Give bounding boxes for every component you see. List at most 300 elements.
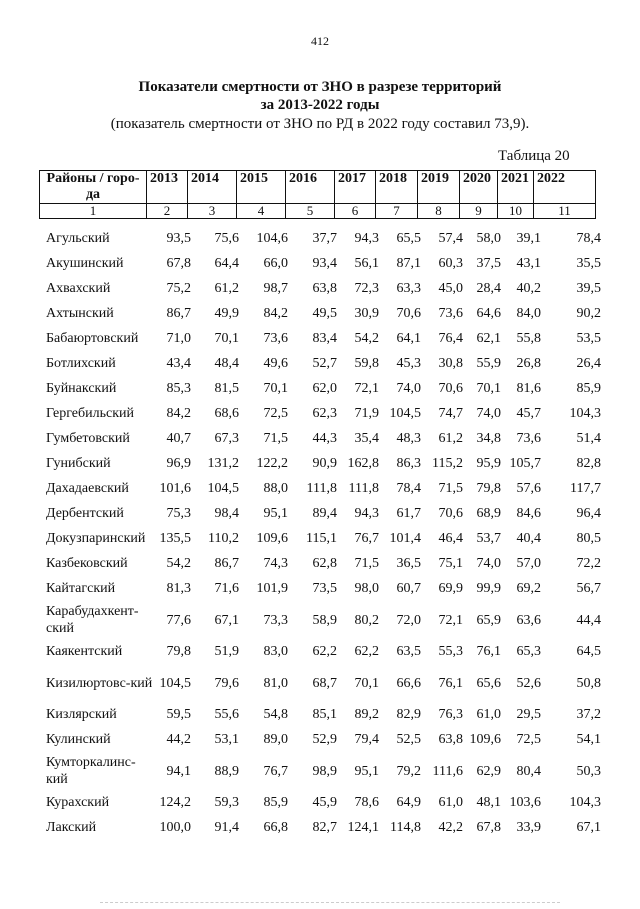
mortality-value: 64,5 <box>576 644 601 659</box>
mortality-value: 104,6 <box>256 231 288 246</box>
header-years-row <box>40 171 596 204</box>
mortality-value: 67,1 <box>576 820 601 835</box>
mortality-value: 48,4 <box>214 356 239 371</box>
mortality-value: 72,2 <box>576 556 601 571</box>
mortality-value: 42,2 <box>438 820 463 835</box>
header-year: 2014 <box>188 171 237 204</box>
mortality-value: 65,5 <box>396 231 421 246</box>
mortality-value: 55,3 <box>438 644 463 659</box>
mortality-value: 67,3 <box>214 431 239 446</box>
mortality-value: 104,3 <box>569 795 601 810</box>
mortality-value: 75,1 <box>438 556 463 571</box>
column-number: 9 <box>460 204 498 219</box>
mortality-value: 73,6 <box>263 331 288 346</box>
mortality-value: 73,3 <box>263 612 288 628</box>
mortality-value: 53,5 <box>576 331 601 346</box>
mortality-value: 90,2 <box>576 306 601 321</box>
mortality-value: 49,9 <box>214 306 239 321</box>
mortality-value: 73,5 <box>312 581 337 596</box>
header-year: 2020 <box>460 171 498 204</box>
mortality-value: 62,2 <box>312 644 337 659</box>
mortality-value: 96,4 <box>576 506 601 521</box>
mortality-value: 71,6 <box>214 581 239 596</box>
mortality-value: 81,6 <box>516 381 541 396</box>
header-year: 2017 <box>335 171 376 204</box>
mortality-value: 66,8 <box>263 820 288 835</box>
mortality-value: 61,7 <box>396 506 421 521</box>
mortality-value: 34,8 <box>476 431 501 446</box>
mortality-value: 75,2 <box>166 281 191 296</box>
mortality-value: 35,5 <box>576 256 601 271</box>
table-row <box>44 476 604 501</box>
mortality-value: 40,2 <box>516 281 541 296</box>
column-number: 11 <box>534 204 596 219</box>
mortality-value: 39,5 <box>576 281 601 296</box>
mortality-value: 88,0 <box>263 481 288 496</box>
mortality-value: 101,9 <box>256 581 288 596</box>
mortality-value: 90,9 <box>312 456 337 471</box>
header-district: Районы / горо-да <box>40 171 147 204</box>
header-year: 2015 <box>237 171 286 204</box>
mortality-value: 54,2 <box>354 331 379 346</box>
mortality-value: 67,8 <box>166 256 191 271</box>
mortality-value: 98,9 <box>312 763 337 779</box>
table-row <box>44 551 604 576</box>
district-name: Бабаюртовский <box>46 331 139 346</box>
mortality-value: 76,1 <box>476 644 501 659</box>
mortality-value: 115,2 <box>432 456 463 471</box>
mortality-value: 45,9 <box>312 795 337 810</box>
mortality-value: 86,7 <box>214 556 239 571</box>
mortality-value: 69,2 <box>516 581 541 596</box>
mortality-value: 95,9 <box>476 456 501 471</box>
mortality-value: 62,0 <box>312 381 337 396</box>
mortality-value: 67,8 <box>476 820 501 835</box>
column-number: 7 <box>376 204 418 219</box>
mortality-value: 72,0 <box>396 612 421 628</box>
mortality-value: 162,8 <box>347 456 379 471</box>
table-row <box>44 326 604 351</box>
mortality-value: 33,9 <box>516 820 541 835</box>
mortality-value: 55,8 <box>516 331 541 346</box>
mortality-value: 122,2 <box>256 456 288 471</box>
mortality-value: 37,7 <box>312 231 337 246</box>
district-name: Лакский <box>46 820 97 835</box>
mortality-value: 80,2 <box>354 612 379 628</box>
mortality-value: 84,2 <box>166 406 191 421</box>
district-name: Кайтагский <box>46 581 116 596</box>
mortality-value: 73,6 <box>516 431 541 446</box>
mortality-value: 73,6 <box>438 306 463 321</box>
mortality-value: 30,8 <box>438 356 463 371</box>
mortality-value: 98,4 <box>214 506 239 521</box>
mortality-value: 54,8 <box>263 707 288 722</box>
table-row <box>44 376 604 401</box>
mortality-value: 74,0 <box>396 381 421 396</box>
mortality-value: 57,6 <box>516 481 541 496</box>
mortality-value: 59,5 <box>166 707 191 722</box>
mortality-value: 104,5 <box>159 675 191 691</box>
table-row <box>44 790 604 815</box>
mortality-value: 64,4 <box>214 256 239 271</box>
mortality-value: 56,1 <box>354 256 379 271</box>
district-name: Гунибский <box>46 456 111 471</box>
mortality-value: 50,8 <box>576 675 601 691</box>
district-name: Гумбетовский <box>46 431 130 446</box>
district-name: Докузпаринский <box>46 531 146 546</box>
mortality-value: 52,7 <box>312 356 337 371</box>
mortality-value: 58,0 <box>476 231 501 246</box>
mortality-value: 70,6 <box>396 306 421 321</box>
mortality-value: 52,9 <box>312 732 337 747</box>
mortality-value: 117,7 <box>570 481 601 496</box>
district-name: Акушинский <box>46 256 124 271</box>
mortality-value: 63,5 <box>396 644 421 659</box>
mortality-value: 72,3 <box>354 281 379 296</box>
district-name: Курахский <box>46 795 110 810</box>
mortality-value: 70,1 <box>263 381 288 396</box>
mortality-value: 61,0 <box>476 707 501 722</box>
mortality-value: 79,6 <box>214 675 239 691</box>
mortality-value: 96,9 <box>166 456 191 471</box>
data-table <box>44 226 604 840</box>
table-row <box>44 276 604 301</box>
mortality-value: 109,6 <box>469 732 501 747</box>
mortality-value: 98,7 <box>263 281 288 296</box>
table-row <box>44 526 604 551</box>
mortality-value: 83,0 <box>263 644 288 659</box>
mortality-value: 91,4 <box>214 820 239 835</box>
mortality-value: 64,9 <box>396 795 421 810</box>
mortality-value: 114,8 <box>390 820 421 835</box>
mortality-value: 79,2 <box>396 763 421 779</box>
header-year: 2021 <box>498 171 534 204</box>
mortality-value: 79,8 <box>166 644 191 659</box>
table-row <box>44 301 604 326</box>
mortality-value: 48,1 <box>476 795 501 810</box>
table-row <box>44 251 604 276</box>
mortality-value: 43,4 <box>166 356 191 371</box>
mortality-value: 105,7 <box>509 456 541 471</box>
mortality-value: 72,5 <box>516 732 541 747</box>
page-number: 412 <box>311 34 329 48</box>
mortality-value: 81,0 <box>263 675 288 691</box>
table-row <box>44 664 604 702</box>
mortality-value: 62,8 <box>312 556 337 571</box>
table-row <box>44 576 604 601</box>
district-name: Казбековский <box>46 556 128 571</box>
district-name: Карабудахкент-ский <box>46 604 139 636</box>
mortality-value: 54,1 <box>576 732 601 747</box>
mortality-value: 81,5 <box>214 381 239 396</box>
mortality-value: 86,7 <box>166 306 191 321</box>
header-year: 2022 <box>534 171 596 204</box>
mortality-value: 61,2 <box>438 431 463 446</box>
mortality-value: 76,4 <box>438 331 463 346</box>
header-year: 2018 <box>376 171 418 204</box>
district-name: Гергебильский <box>46 406 134 421</box>
mortality-value: 109,6 <box>256 531 288 546</box>
mortality-value: 76,1 <box>438 675 463 691</box>
mortality-value: 71,5 <box>354 556 379 571</box>
mortality-value: 81,3 <box>166 581 191 596</box>
district-name: Кизилюртовс-кий <box>46 675 153 691</box>
mortality-value: 49,5 <box>312 306 337 321</box>
mortality-value: 60,7 <box>396 581 421 596</box>
table-body <box>44 226 604 840</box>
mortality-value: 71,5 <box>263 431 288 446</box>
mortality-value: 115,1 <box>306 531 337 546</box>
district-name: Дербентский <box>46 506 124 521</box>
mortality-value: 104,5 <box>389 406 421 421</box>
mortality-value: 99,9 <box>476 581 501 596</box>
mortality-value: 70,6 <box>438 506 463 521</box>
mortality-value: 88,9 <box>214 763 239 779</box>
mortality-value: 68,9 <box>476 506 501 521</box>
mortality-value: 111,8 <box>306 481 337 496</box>
mortality-value: 74,0 <box>476 556 501 571</box>
mortality-value: 111,6 <box>432 763 463 779</box>
column-number: 6 <box>335 204 376 219</box>
mortality-value: 94,3 <box>354 506 379 521</box>
table-header <box>39 170 596 219</box>
table-row <box>44 501 604 526</box>
mortality-value: 52,5 <box>396 732 421 747</box>
header-year: 2013 <box>147 171 188 204</box>
column-number: 5 <box>286 204 335 219</box>
mortality-value: 77,6 <box>166 612 191 628</box>
mortality-value: 76,7 <box>263 763 288 779</box>
table-row <box>44 351 604 376</box>
mortality-value: 60,3 <box>438 256 463 271</box>
mortality-value: 101,6 <box>159 481 191 496</box>
mortality-value: 79,4 <box>354 732 379 747</box>
district-name: Кизлярский <box>46 707 117 722</box>
district-name: Каякентский <box>46 644 123 659</box>
header-year: 2019 <box>418 171 460 204</box>
mortality-value: 66,6 <box>396 675 421 691</box>
district-name: Дахадаевский <box>46 481 129 496</box>
mortality-value: 72,1 <box>354 381 379 396</box>
mortality-value: 30,9 <box>354 306 379 321</box>
column-number: 8 <box>418 204 460 219</box>
mortality-value: 64,1 <box>396 331 421 346</box>
district-name: Ботлихский <box>46 356 116 371</box>
mortality-value: 68,7 <box>312 675 337 691</box>
table-row <box>44 451 604 476</box>
mortality-value: 35,4 <box>354 431 379 446</box>
mortality-value: 131,2 <box>207 456 239 471</box>
mortality-value: 69,9 <box>438 581 463 596</box>
title-line-2: за 2013-2022 годы <box>260 97 380 113</box>
mortality-value: 62,2 <box>354 644 379 659</box>
mortality-value: 85,3 <box>166 381 191 396</box>
mortality-value: 54,2 <box>166 556 191 571</box>
mortality-value: 56,7 <box>576 581 601 596</box>
mortality-value: 53,1 <box>214 732 239 747</box>
mortality-value: 66,0 <box>263 256 288 271</box>
mortality-value: 37,5 <box>476 256 501 271</box>
table-row <box>44 752 604 790</box>
mortality-value: 74,0 <box>476 406 501 421</box>
mortality-value: 76,7 <box>354 531 379 546</box>
column-number: 10 <box>498 204 534 219</box>
mortality-value: 89,0 <box>263 732 288 747</box>
column-number: 2 <box>147 204 188 219</box>
mortality-value: 70,1 <box>214 331 239 346</box>
mortality-value: 93,4 <box>312 256 337 271</box>
mortality-value: 70,1 <box>354 675 379 691</box>
column-number: 4 <box>237 204 286 219</box>
table-row <box>44 226 604 251</box>
mortality-value: 46,4 <box>438 531 463 546</box>
table-row <box>44 639 604 664</box>
mortality-value: 59,3 <box>214 795 239 810</box>
mortality-value: 55,9 <box>476 356 501 371</box>
mortality-value: 79,8 <box>476 481 501 496</box>
mortality-value: 63,8 <box>312 281 337 296</box>
mortality-value: 45,3 <box>396 356 421 371</box>
mortality-value: 94,3 <box>354 231 379 246</box>
mortality-value: 75,6 <box>214 231 239 246</box>
mortality-value: 61,2 <box>214 281 239 296</box>
title-line-1: Показатели смертности от ЗНО в разрезе территорий <box>138 79 502 95</box>
mortality-value: 98,0 <box>354 581 379 596</box>
table-row <box>44 727 604 752</box>
mortality-value: 61,0 <box>438 795 463 810</box>
mortality-value: 111,8 <box>348 481 379 496</box>
mortality-value: 37,2 <box>576 707 601 722</box>
district-name: Кулинский <box>46 732 111 747</box>
mortality-value: 74,3 <box>263 556 288 571</box>
mortality-value: 50,3 <box>576 763 601 779</box>
mortality-value: 63,3 <box>396 281 421 296</box>
document-title <box>0 78 640 114</box>
table-row <box>44 702 604 727</box>
mortality-value: 64,6 <box>476 306 501 321</box>
mortality-value: 85,1 <box>312 707 337 722</box>
mortality-value: 59,8 <box>354 356 379 371</box>
mortality-value: 103,6 <box>509 795 541 810</box>
mortality-value: 63,6 <box>516 612 541 628</box>
mortality-value: 76,3 <box>438 707 463 722</box>
mortality-value: 62,3 <box>312 406 337 421</box>
mortality-value: 62,9 <box>476 763 501 779</box>
table-row <box>44 601 604 639</box>
mortality-value: 100,0 <box>159 820 191 835</box>
mortality-value: 52,6 <box>516 675 541 691</box>
mortality-value: 72,5 <box>263 406 288 421</box>
mortality-value: 95,1 <box>263 506 288 521</box>
mortality-value: 70,6 <box>438 381 463 396</box>
mortality-value: 71,0 <box>166 331 191 346</box>
mortality-value: 26,8 <box>516 356 541 371</box>
mortality-value: 124,1 <box>347 820 379 835</box>
mortality-value: 124,2 <box>159 795 191 810</box>
mortality-value: 48,3 <box>396 431 421 446</box>
mortality-value: 82,9 <box>396 707 421 722</box>
mortality-value: 49,6 <box>263 356 288 371</box>
mortality-value: 39,1 <box>516 231 541 246</box>
mortality-value: 82,7 <box>312 820 337 835</box>
mortality-value: 43,1 <box>516 256 541 271</box>
mortality-value: 51,4 <box>576 431 601 446</box>
mortality-value: 78,6 <box>354 795 379 810</box>
mortality-value: 44,3 <box>312 431 337 446</box>
mortality-value: 72,1 <box>438 612 463 628</box>
mortality-value: 85,9 <box>576 381 601 396</box>
mortality-value: 40,4 <box>516 531 541 546</box>
mortality-value: 84,6 <box>516 506 541 521</box>
mortality-value: 45,7 <box>516 406 541 421</box>
header-number-row <box>40 204 596 219</box>
mortality-value: 57,0 <box>516 556 541 571</box>
header-year: 2016 <box>286 171 335 204</box>
mortality-value: 89,2 <box>354 707 379 722</box>
mortality-value: 44,2 <box>166 732 191 747</box>
mortality-value: 80,5 <box>576 531 601 546</box>
mortality-value: 68,6 <box>214 406 239 421</box>
mortality-value: 65,9 <box>476 612 501 628</box>
district-name: Агульский <box>46 231 110 246</box>
mortality-value: 78,4 <box>396 481 421 496</box>
mortality-value: 89,4 <box>312 506 337 521</box>
mortality-value: 70,1 <box>476 381 501 396</box>
mortality-value: 78,4 <box>576 231 601 246</box>
mortality-value: 85,9 <box>263 795 288 810</box>
document-subtitle: (показатель смертности от ЗНО по РД в 2022 году составил 73,9). <box>110 116 530 132</box>
mortality-value: 95,1 <box>354 763 379 779</box>
mortality-value: 87,1 <box>396 256 421 271</box>
mortality-value: 93,5 <box>166 231 191 246</box>
mortality-value: 29,5 <box>516 707 541 722</box>
district-name: Ахвахский <box>46 281 111 296</box>
mortality-value: 57,4 <box>438 231 463 246</box>
table-row <box>44 426 604 451</box>
mortality-value: 104,3 <box>569 406 601 421</box>
mortality-value: 40,7 <box>166 431 191 446</box>
mortality-value: 71,9 <box>354 406 379 421</box>
district-name: Ахтынский <box>46 306 114 321</box>
table-label: Таблица 20 <box>498 148 570 164</box>
mortality-value: 45,0 <box>438 281 463 296</box>
mortality-value: 104,5 <box>207 481 239 496</box>
mortality-value: 44,4 <box>576 612 601 628</box>
mortality-value: 110,2 <box>208 531 239 546</box>
table-row <box>44 815 604 840</box>
district-name: Буйнакский <box>46 381 117 396</box>
mortality-value: 71,5 <box>438 481 463 496</box>
mortality-value: 62,1 <box>476 331 501 346</box>
mortality-value: 80,4 <box>516 763 541 779</box>
mortality-value: 101,4 <box>389 531 421 546</box>
mortality-value: 51,9 <box>214 644 239 659</box>
mortality-value: 74,7 <box>438 406 463 421</box>
table-row <box>44 401 604 426</box>
mortality-value: 55,6 <box>214 707 239 722</box>
mortality-value: 75,3 <box>166 506 191 521</box>
page-footer-rule <box>100 902 560 903</box>
mortality-value: 65,6 <box>476 675 501 691</box>
mortality-value: 63,8 <box>438 732 463 747</box>
mortality-value: 67,1 <box>214 612 239 628</box>
mortality-value: 82,8 <box>576 456 601 471</box>
mortality-value: 58,9 <box>312 612 337 628</box>
mortality-value: 26,4 <box>576 356 601 371</box>
mortality-value: 65,3 <box>516 644 541 659</box>
column-number: 1 <box>40 204 147 219</box>
mortality-value: 84,0 <box>516 306 541 321</box>
